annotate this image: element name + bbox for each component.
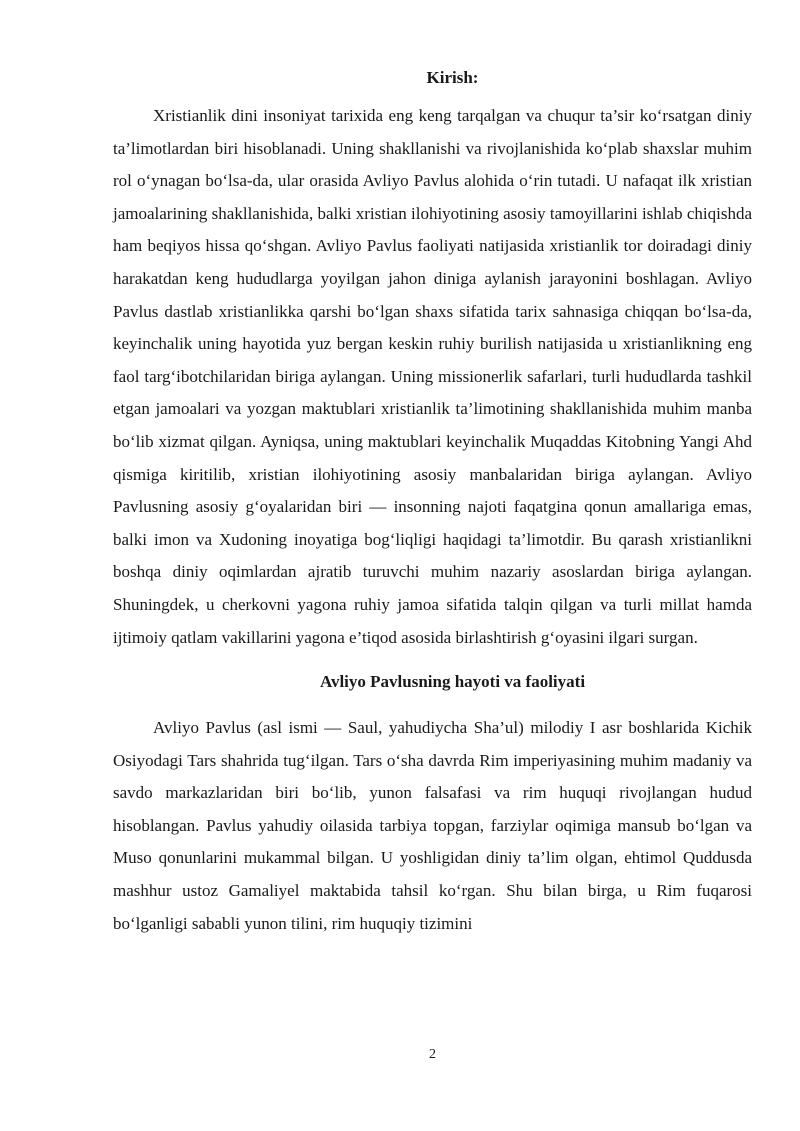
section-heading-intro: Kirish: [426,68,479,87]
section-heading-life: Avliyo Pavlusning hayoti va faoliyati [319,672,586,692]
page-number: 2 [429,1047,436,1062]
paragraph-intro: Xristianlik dini insoniyat tarixida eng keng tarqalgan va chuqur ta’sir ko‘rsatgan diniy ta’limotlardan biri hisoblanadi. Uning shakllanishi va rivojlanishida ko‘plab shaxslar muhim rol o‘ynagan bo‘lsa-da, ular orasida Avliyo Pavlus alohida o‘rin tutadi. U nafaqat ilk xristian jamoalarining shakllanishida, balki xristian ilohiyotining asosiy tamoyillarini ishlab chiqishda ham beqiyos hissa qo‘shgan. Avliyo Pavlus faoliyati natijasida xristianlik tor doiradagi diniy harakatdan keng hududlarga yoyilgan jahon diniga aylanish jarayonini boshlagan. Avliyo Pavlus dastlab xristianlikka qarshi bo‘lgan shaxs sifatida tarix sahnasiga chiqqan bo‘lsa-da, keyinchalik uning hayotida yuz bergan keskin ruhiy burilish natijasida u xristianlikning eng faol targ‘ibotchilaridan biriga aylangan. Uning missionerlik safarlari, turli hududlarda tashkil etgan jamoalari va yozgan maktublari xristianlik ta’limotining shakllanishida muhim manba bo‘lib xizmat qilgan. Ayniqsa, uning maktublari keyinchalik Muqaddas Kitobning Yangi Ahd qismiga kiritilib, xristian ilohiyotining asosiy manbalaridan biriga aylangan. Avliyo Pavlusning asosiy g‘oyalaridan biri — insonning najoti faqatgina qonun amallariga emas, balki imon va Xudoning inoyatiga bog‘liqligi haqidagi ta’limotdir. Bu qarash xristianlikni boshqa diniy oqimlardan ajratib turuvchi muhim nazariy asoslardan biriga aylangan. Shuningdek, u cherkovni yagona ruhiy jamoa sifatida talqin qilgan va turli millat hamda ijtimoiy qatlam vakillarini yagona e’tiqod asosida birlashtirish g‘oyasini ilgari surgan. [113,106,752,647]
paragraph-life: Avliyo Pavlus (asl ismi — Saul, yahudiycha Sha’ul) milodiy I asr boshlarida Kichik Osiyodagi Tars shahrida tug‘ilgan. Tars o‘sha davrda Rim imperiyasining muhim madaniy va savdo markazlaridan biri bo‘lib, yunon falsafasi va rim huquqi rivojlangan hudud hisoblangan. Pavlus yahudiy oilasida tarbiya topgan, farziylar oqimiga mansub bo‘lgan va Muso qonunlarini mukammal bilgan. U yoshligidan diniy ta’lim olgan, ehtimol Quddusda mashhur ustoz Gamaliyel maktabida tahsil ko‘rgan. Shu bilan birga, u Rim fuqarosi bo‘lganligi sababli yunon tilini, rim huquqiy tizimini [113,718,752,933]
